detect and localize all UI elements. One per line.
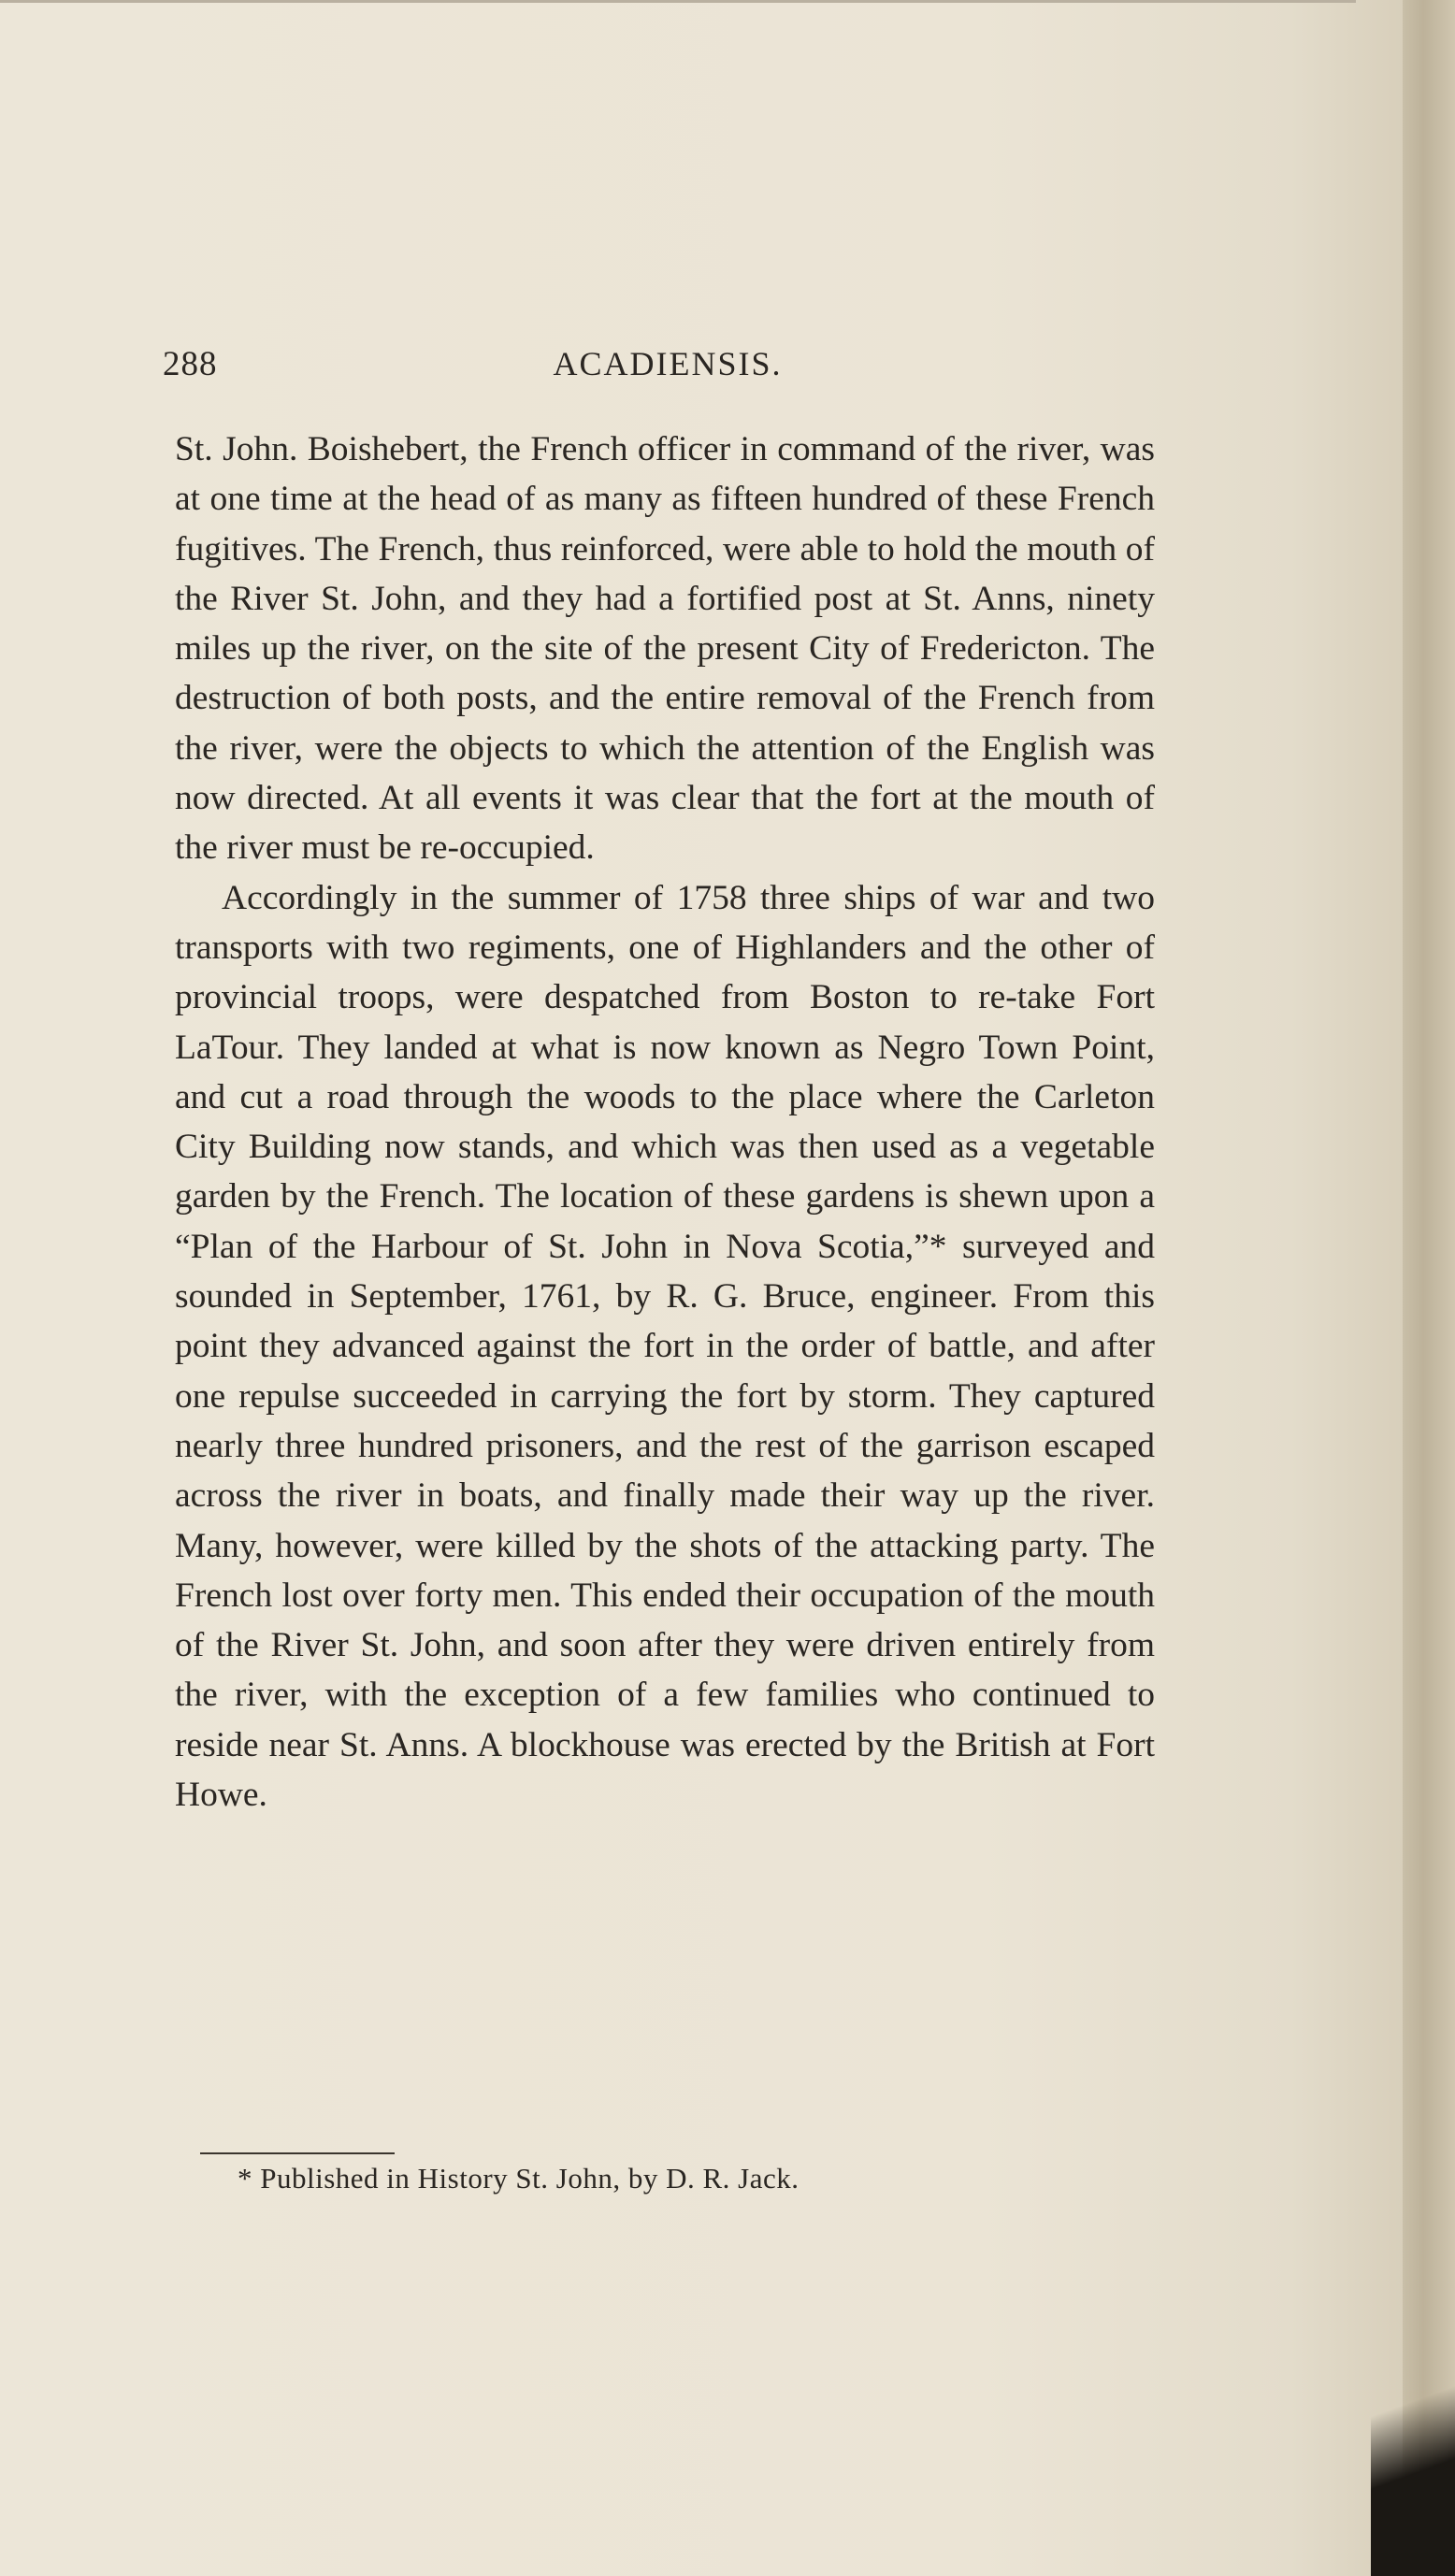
footnote-rule [200,2152,395,2154]
page-number: 288 [163,345,218,383]
binding-gutter [1403,0,1455,2576]
page-header [163,344,1154,400]
paragraph-1: St. John. Boishebert, the French officer in command of the river, was at one time at the head of as many as fifteen hundred of these French fugitives. The French, thus reinforced, were able to hold the mouth of the River St. John, and they had a fortified post at St. Anns, ninety miles up the river, on the site of the present City of Fredericton. The destruction of both posts, and the entire removal of the French from the river, were the objects to which the attention of the English was now directed. At all events it was clear that the fort at the mouth of the river must be re-occupied. [175,430,1155,868]
body-text [175,425,1155,1820]
top-edge-rule [0,0,1356,3]
running-head: ACADIENSIS. [553,345,783,382]
footnote: * Published in History St. John, by D. R. Jack. [238,2162,800,2195]
corner-shadow [1371,2314,1455,2576]
paragraph-2: Accordingly in the summer of 1758 three ships of war and two transports with two regiments, one of Highlanders and the other of provincial troops, were despatched from Boston to re-take Fort LaTour. They landed at what is now known as Negro Town Point, and cut a road through the woods to the place where the Carleton City Building now stands, and which was then used as a vegetable garden by the French. The location of these gardens is shewn upon a “Plan of the Harbour of St. John in Nova Scotia,”* surveyed and sounded in September, 1761, by R. G. Bruce, engineer. From this point they advanced against the fort in the order of battle, and after one repulse succeeded in carrying the fort by storm. They captured nearly three hundred prisoners, and the rest of the garrison escaped across the river in boats, and finally made their way up the river. Many, however, were killed by the shots of the attacking party. The French lost over forty men. This ended their occupation of the mouth of the River St. John, and soon after they were driven entirely from the river, with the exception of a few families who continued to reside near St. Anns. A blockhouse was erected by the British at Fort Howe. [175,878,1155,1815]
